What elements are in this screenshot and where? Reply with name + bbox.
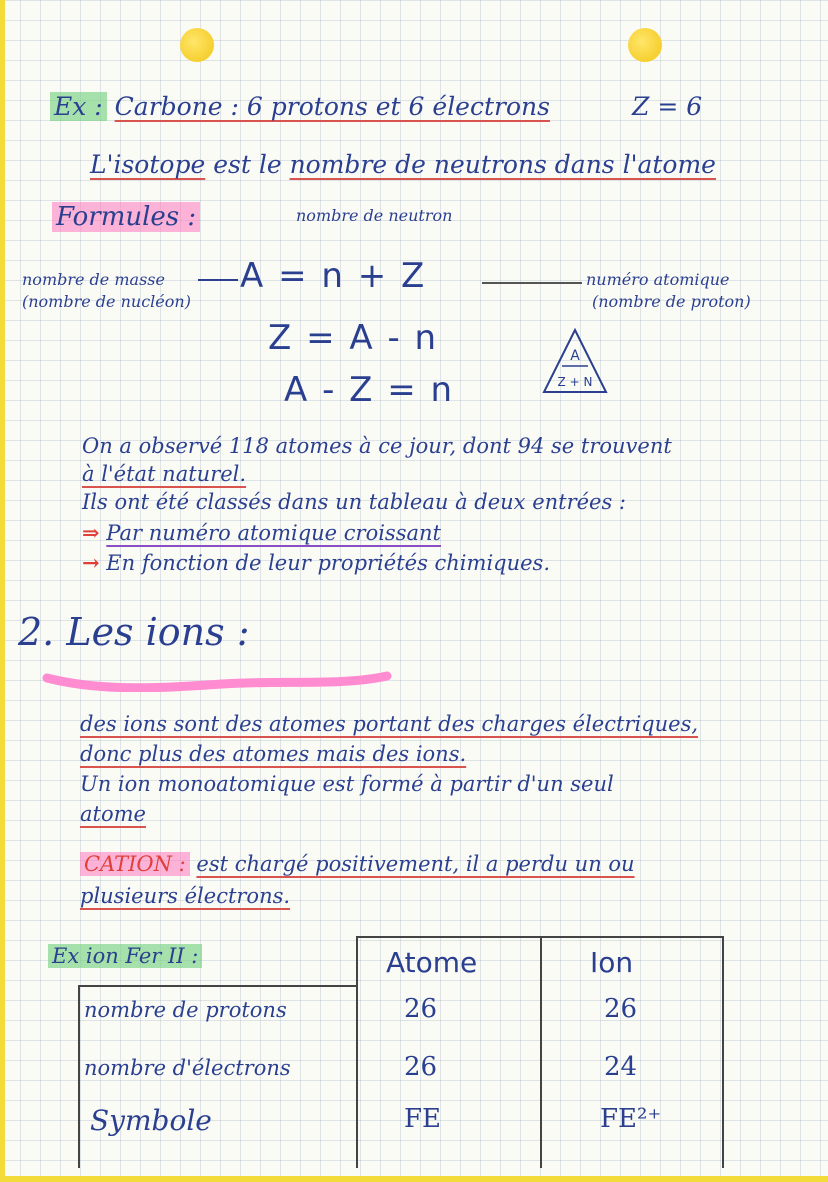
formula-3: A - Z = n bbox=[284, 370, 455, 410]
cell-ion-protons: 26 bbox=[604, 994, 638, 1024]
table-col-divider-1 bbox=[356, 936, 358, 1168]
cell-atom-electrons: 26 bbox=[404, 1052, 438, 1082]
mass-connector bbox=[198, 279, 238, 281]
cation-label: CATION : bbox=[80, 852, 190, 876]
atomic-label: numéro atomique bbox=[586, 270, 730, 289]
binder-hole-right bbox=[628, 28, 662, 62]
neutron-note: nombre de neutron bbox=[296, 206, 453, 225]
row-label-electrons: nombre d'électrons bbox=[84, 1056, 291, 1080]
cell-ion-symbol: FE²⁺ bbox=[600, 1104, 662, 1134]
formula-triangle bbox=[540, 326, 610, 396]
carbon-example bbox=[50, 92, 550, 121]
isotope-word: L'isotope bbox=[90, 150, 206, 179]
triangle-bottom-label: Z + N bbox=[557, 375, 593, 389]
table-left-border bbox=[78, 985, 80, 1168]
isotope-line bbox=[90, 150, 716, 179]
table-right-border bbox=[722, 936, 724, 1168]
table-example-label: Ex ion Fer II : bbox=[48, 944, 202, 968]
observed-line-1: On a observé 118 atomes à ce jour, dont 94 se trouvent bbox=[82, 434, 672, 458]
observed-line-2: à l'état naturel. bbox=[82, 462, 247, 486]
row-label-symbol: Symbole bbox=[90, 1104, 212, 1137]
arrow-right-icon: ⇒ bbox=[82, 520, 100, 545]
notebook-edge-left bbox=[0, 0, 5, 1182]
bullet-1: ⇒ Par numéro atomique croissant bbox=[82, 520, 441, 545]
atomic-connector bbox=[482, 282, 582, 284]
isotope-def: nombre de neutrons dans l'atome bbox=[289, 150, 716, 179]
notebook-edge-bottom bbox=[0, 1176, 828, 1182]
isotope-mid: est le bbox=[213, 150, 282, 179]
cation-line-2: plusieurs électrons. bbox=[80, 884, 291, 908]
triangle-top-label: A bbox=[570, 348, 580, 364]
cell-atom-protons: 26 bbox=[404, 994, 438, 1024]
formulas-heading: Formules : bbox=[52, 202, 200, 232]
formula-1: A = n + Z bbox=[240, 256, 427, 296]
row-label-protons: nombre de protons bbox=[84, 998, 287, 1022]
col-header-atom: Atome bbox=[386, 946, 478, 979]
table-col-divider-2 bbox=[540, 936, 542, 1168]
cell-ion-electrons: 24 bbox=[604, 1052, 638, 1082]
binder-hole-left bbox=[180, 28, 214, 62]
formula-2: Z = A - n bbox=[268, 318, 439, 358]
ions-line-1: des ions sont des atomes portant des charges électriques, bbox=[80, 712, 699, 736]
title-underline bbox=[42, 670, 392, 692]
ions-line-2: donc plus des atomes mais des ions. bbox=[80, 742, 467, 766]
carbon-line: Carbone : 6 protons et 6 électrons bbox=[114, 92, 550, 121]
cation-line: CATION : est chargé positivement, il a perdu un ou bbox=[80, 852, 635, 876]
mass-label-sub: (nombre de nucléon) bbox=[22, 292, 191, 311]
table-header-border bbox=[78, 985, 356, 987]
ions-line-3: Un ion monoatomique est formé à partir d'un seul bbox=[80, 772, 614, 796]
section-2-title: 2. Les ions : bbox=[18, 610, 250, 654]
mass-label: nombre de masse bbox=[22, 270, 165, 289]
ions-line-4: atome bbox=[80, 802, 146, 826]
observed-line-3: Ils ont été classés dans un tableau à deux entrées : bbox=[82, 490, 627, 514]
bullet-2: → En fonction de leur propriétés chimiques. bbox=[82, 550, 551, 575]
col-header-ion: Ion bbox=[590, 946, 634, 979]
z-value: Z = 6 bbox=[632, 92, 703, 121]
arrow-right-icon: → bbox=[82, 550, 100, 575]
atomic-label-sub: (nombre de proton) bbox=[592, 292, 751, 311]
cell-atom-symbol: FE bbox=[404, 1104, 442, 1134]
example-label: Ex : bbox=[50, 92, 107, 121]
